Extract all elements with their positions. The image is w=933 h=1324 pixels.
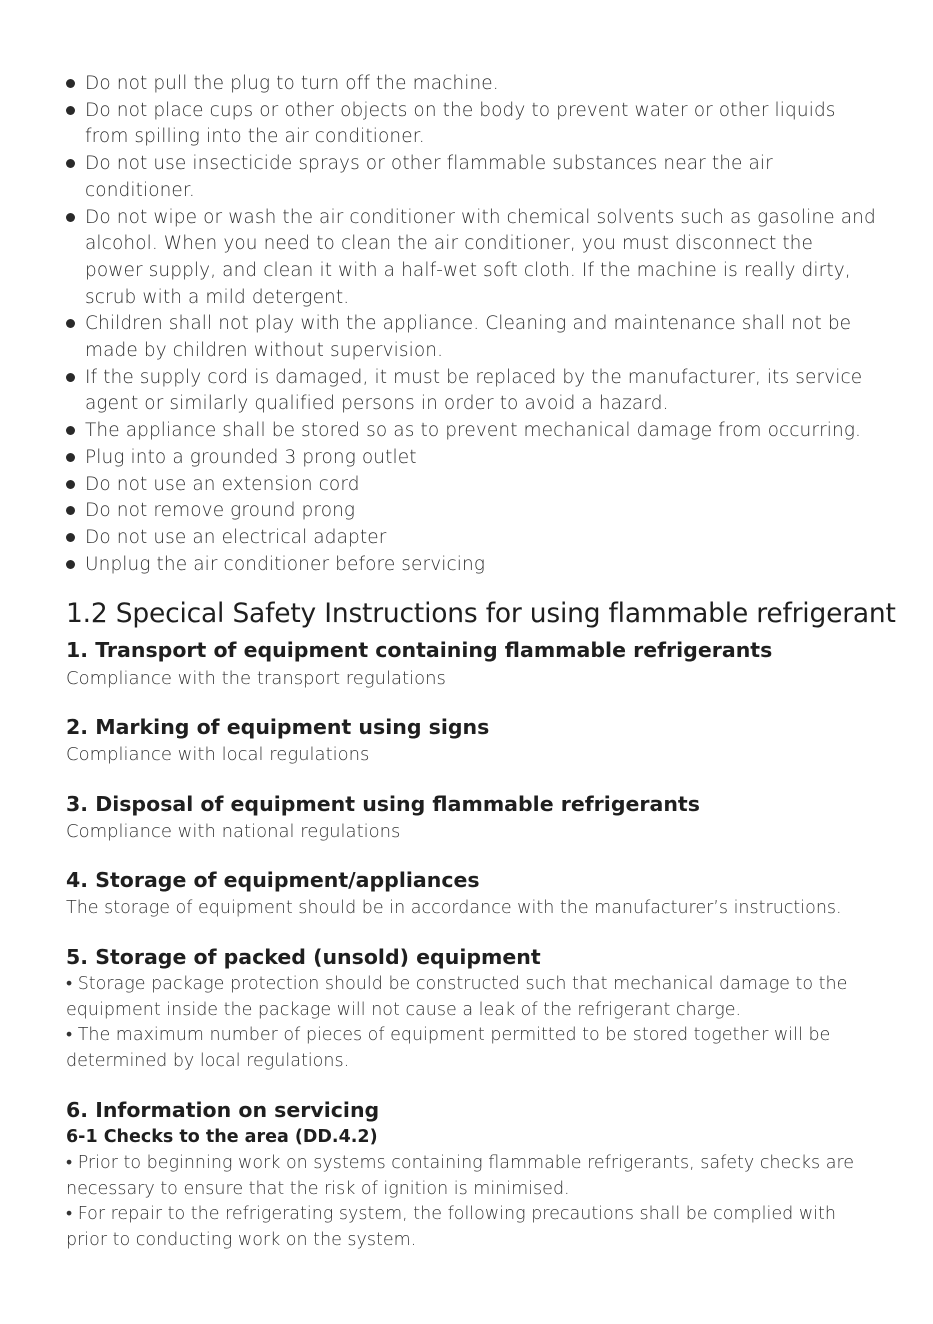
bullet-dot-icon bbox=[66, 453, 75, 462]
bullet-dot-icon bbox=[66, 373, 75, 382]
section-title: 1.2 Specical Safety Instructions for using flammable refrigerant bbox=[66, 598, 896, 629]
bullet-dot-icon bbox=[66, 560, 75, 569]
transport-text: Compliance with the transport regulations bbox=[66, 668, 446, 689]
bullet-dot-icon bbox=[66, 159, 75, 168]
bullet-item: Plug into a grounded 3 prong outlet bbox=[66, 445, 876, 472]
disposal-text: Compliance with national regulations bbox=[66, 821, 401, 842]
disposal-heading: 3. Disposal of equipment using flammable refrigerants bbox=[66, 792, 700, 816]
transport-heading: 1. Transport of equipment containing flammable refrigerants bbox=[66, 638, 773, 662]
servicing-heading: 6. Information on servicing bbox=[66, 1098, 380, 1122]
marking-heading: 2. Marking of equipment using signs bbox=[66, 715, 490, 739]
bullet-dot-icon bbox=[66, 426, 75, 435]
bullet-dot-icon bbox=[66, 480, 75, 489]
bullet-item: Unplug the air conditioner before servicing bbox=[66, 552, 876, 579]
bullet-item: Do not wipe or wash the air conditioner with chemical solvents such as gasoline and alcohol. When you need to clean the air conditioner, you must disconnect the power supply, and clean it with a half-wet soft cloth. If the machine is really dirty, scrub with a mild detergent. bbox=[66, 205, 876, 312]
bullet-item: If the supply cord is damaged, it must be replaced by the manufacturer, its service agent or similarly qualified persons in order to avoid a hazard. bbox=[66, 365, 876, 418]
bullet-item: Do not use an electrical adapter bbox=[66, 525, 876, 552]
servicing-paragraph-2: • For repair to the refrigerating system, the following precautions shall be complied with prior to conducting work on the system. bbox=[66, 1204, 836, 1250]
bullet-item: The appliance shall be stored so as to prevent mechanical damage from occurring. bbox=[66, 418, 876, 445]
bullet-item: Do not remove ground prong bbox=[66, 498, 876, 525]
bullet-item: Do not use an extension cord bbox=[66, 472, 876, 499]
packed-storage-heading: 5. Storage of packed (unsold) equipment bbox=[66, 945, 541, 969]
bullet-dot-icon bbox=[66, 79, 75, 88]
bullet-dot-icon bbox=[66, 533, 75, 542]
bullet-dot-icon bbox=[66, 506, 75, 515]
bullet-item: Do not place cups or other objects on the body to prevent water or other liquids from spilling into the air conditioner. bbox=[66, 98, 876, 151]
packed-storage-paragraph-2: • The maximum number of pieces of equipment permitted to be stored together will be determined by local regulations. bbox=[66, 1025, 831, 1071]
bullet-item: Do not use insecticide sprays or other flammable substances near the air conditioner. bbox=[66, 151, 876, 204]
servicing-paragraph-1: • Prior to beginning work on systems containing flammable refrigerants, safety checks are necessary to ensure that the risk of ignition is minimised. bbox=[66, 1153, 855, 1199]
storage-text: The storage of equipment should be in accordance with the manufacturer’s instructions. bbox=[66, 898, 842, 918]
bullet-dot-icon bbox=[66, 319, 75, 328]
bullet-dot-icon bbox=[66, 106, 75, 115]
safety-bullet-list bbox=[66, 71, 876, 578]
bullet-item: Children shall not play with the appliance. Cleaning and maintenance shall not be made by children without supervision. bbox=[66, 311, 876, 364]
bullet-item: Do not pull the plug to turn off the machine. bbox=[66, 71, 876, 98]
storage-heading: 4. Storage of equipment/appliances bbox=[66, 868, 480, 892]
bullet-dot-icon bbox=[66, 213, 75, 222]
checks-area-subheading: 6-1 Checks to the area (DD.4.2) bbox=[66, 1127, 378, 1147]
marking-text: Compliance with local regulations bbox=[66, 744, 370, 765]
packed-storage-paragraph-1: • Storage package protection should be constructed such that mechanical damage to the equipment inside the package will not cause a leak of the refrigerant charge. bbox=[66, 974, 848, 1020]
